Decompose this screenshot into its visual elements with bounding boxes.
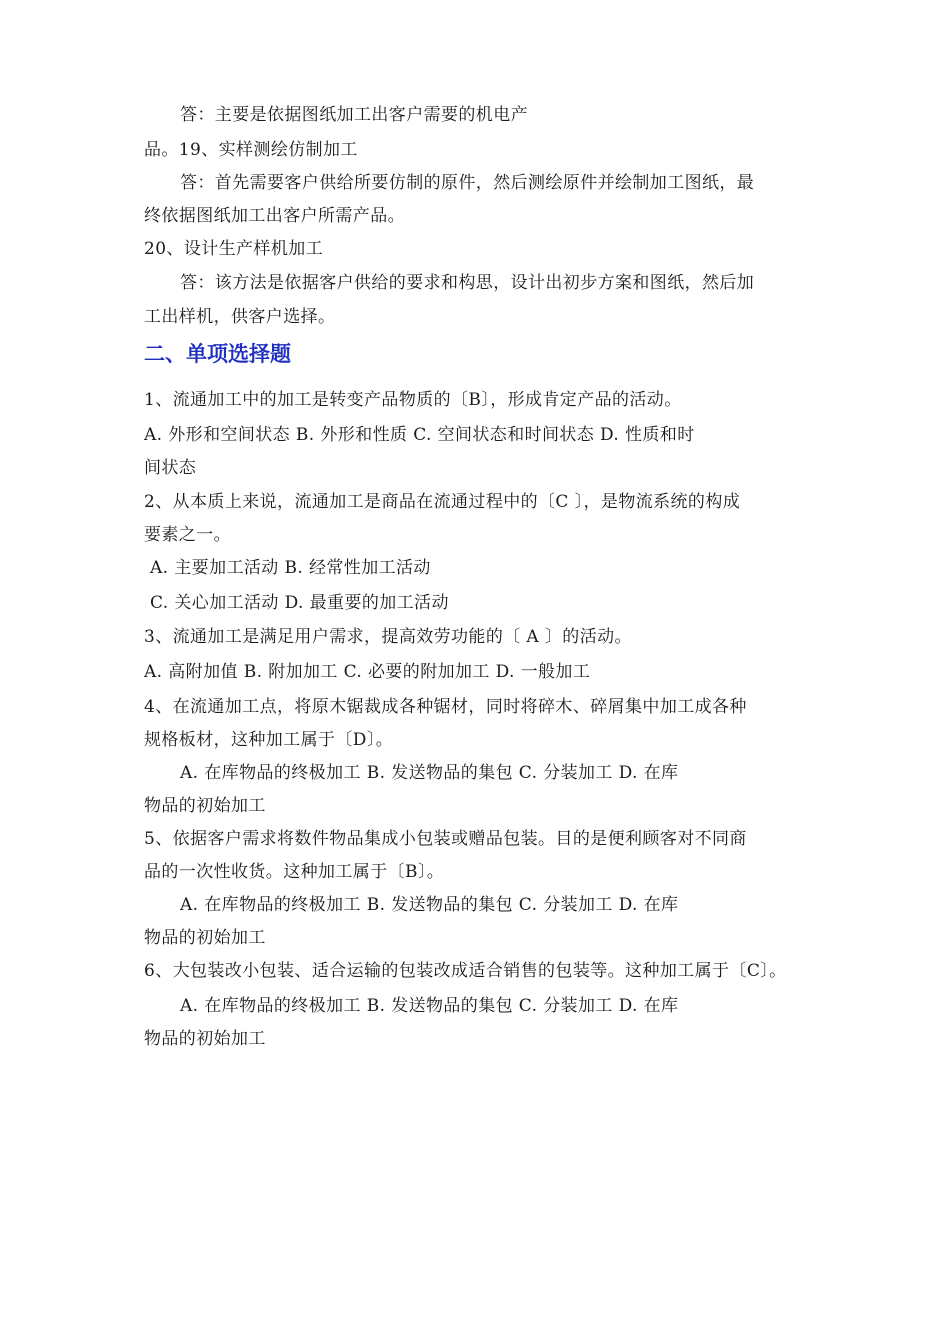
question-4-stem: 4、在流通加工点，将原木锯裁成各种锯材，同时将碎木、碎屑集中加工成各种 [144, 697, 747, 717]
question-2-stem: 2、从本质上来说，流通加工是商品在流通过程中的〔C 〕，是物流系统的构成 [144, 492, 741, 512]
question-1-options-continuation: 间状态 [144, 458, 197, 478]
answer-20-text: 答：该方法是依据客户供给的要求和构思，设计出初步方案和图纸，然后加 [180, 273, 755, 293]
question-1-options: A. 外形和空间状态 B. 外形和性质 C. 空间状态和时间状态 D. 性质和时 [144, 425, 695, 445]
question-4-options: A. 在库物品的终极加工 B. 发送物品的集包 C. 分装加工 D. 在库 [180, 763, 679, 783]
section-heading: 二、单项选择题 [144, 342, 291, 366]
answer-20-continuation: 工出样机，供客户选择。 [144, 307, 336, 327]
answer-19-text: 答：首先需要客户供给所要仿制的原件，然后测绘原件并绘制加工图纸，最 [180, 173, 755, 193]
answer-18-text: 答：主要是依据图纸加工出客户需要的机电产 [180, 105, 528, 125]
question-2-options-ab: A. 主要加工活动 B. 经常性加工活动 [150, 558, 431, 578]
question-5-options: A. 在库物品的终极加工 B. 发送物品的集包 C. 分装加工 D. 在库 [180, 895, 679, 915]
answer-18-continuation-and-item-19: 品。19、实样测绘仿制加工 [144, 140, 358, 160]
question-5-stem: 5、依据客户需求将数件物品集成小包装或赠品包装。目的是便利顾客对不同商 [144, 829, 747, 849]
question-2-stem-continuation: 要素之一。 [144, 525, 231, 545]
answer-19-continuation: 终依据图纸加工出客户所需产品。 [144, 206, 405, 226]
question-3-stem: 3、流通加工是满足用户需求，提高效劳功能的〔 A 〕的活动。 [144, 627, 632, 647]
question-6-stem: 6、大包装改小包装、适合运输的包装改成适合销售的包装等。这种加工属于〔C〕。 [144, 961, 787, 981]
question-5-options-continuation: 物品的初始加工 [144, 928, 266, 948]
question-6-options-continuation: 物品的初始加工 [144, 1029, 266, 1049]
question-2-options-cd: C. 关心加工活动 D. 最重要的加工活动 [150, 593, 449, 613]
item-20-title: 20、设计生产样机加工 [144, 239, 324, 259]
question-6-options: A. 在库物品的终极加工 B. 发送物品的集包 C. 分装加工 D. 在库 [180, 996, 679, 1016]
question-1-stem: 1、流通加工中的加工是转变产品物质的〔B〕，形成肯定产品的活动。 [144, 390, 682, 410]
question-4-stem-continuation: 规格板材，这种加工属于〔D〕。 [144, 730, 394, 750]
question-4-options-continuation: 物品的初始加工 [144, 796, 266, 816]
question-3-options: A. 高附加值 B. 附加加工 C. 必要的附加加工 D. 一般加工 [144, 662, 591, 682]
question-5-stem-continuation: 品的一次性收货。这种加工属于〔B〕。 [144, 862, 445, 882]
